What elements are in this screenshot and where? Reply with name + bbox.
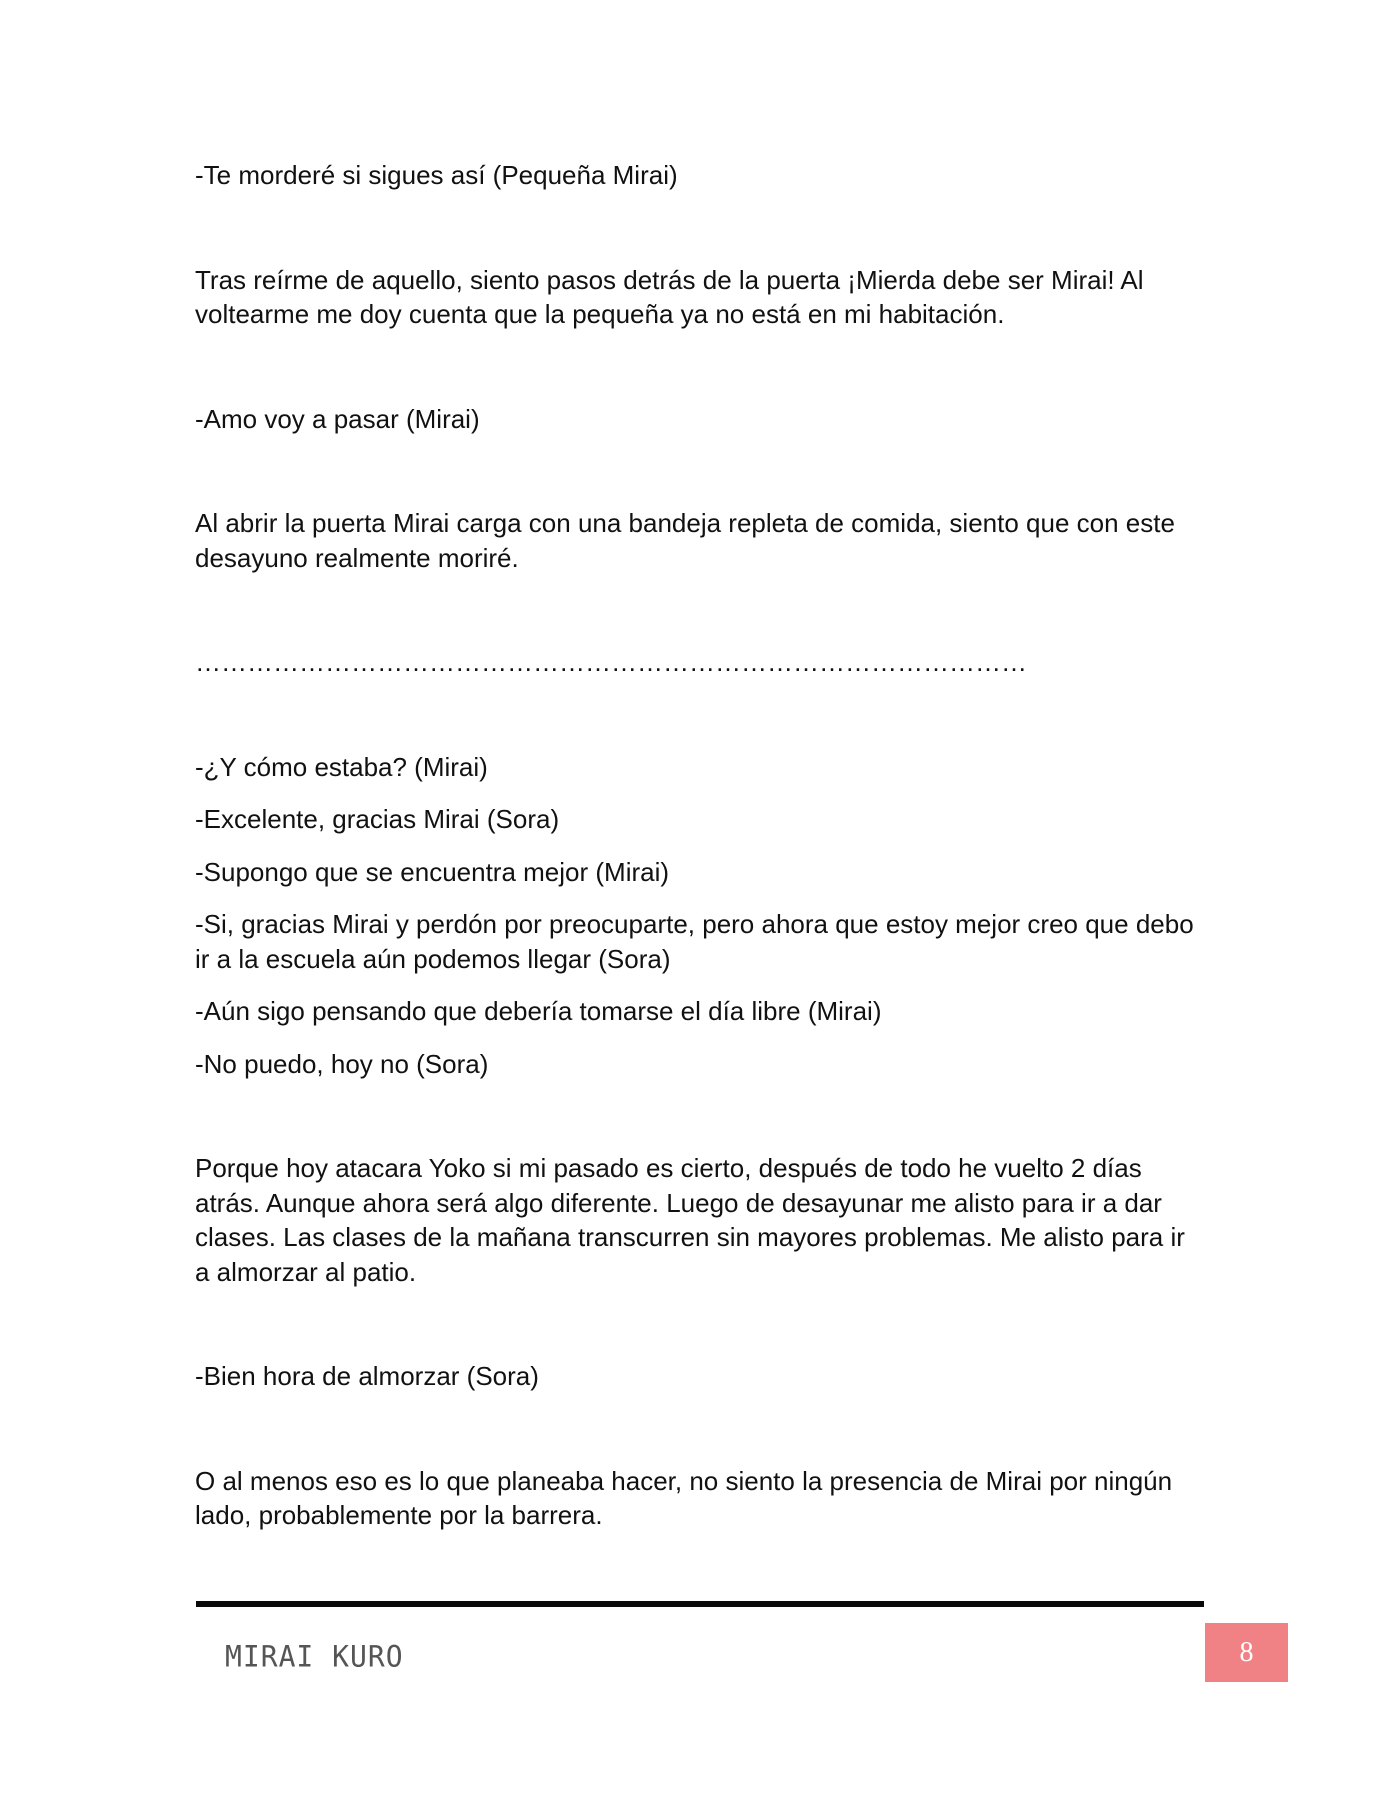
dialogue-line: -Si, gracias Mirai y perdón por preocuparte, pero ahora que estoy mejor creo que debo ir a la escuela aún podemos llegar (Sora) (195, 909, 1194, 974)
paragraph: -Amo voy a pasar (Mirai) (195, 403, 480, 434)
dialogue-line: -Excelente, gracias Mirai (Sora) (195, 804, 560, 834)
dialogue-line: -No puedo, hoy no (Sora) (195, 1048, 489, 1079)
paragraph: O al menos eso es lo que planeaba hacer, no siento la presencia de Mirai por ningún lado, probablemente por la barrera. (195, 1465, 1173, 1530)
section-separator: …………………………………………………………………………………… (195, 647, 1027, 677)
dialogue-line: -¿Y cómo estaba? (Mirai) (195, 751, 488, 782)
paragraph: Porque hoy atacara Yoko si mi pasado es cierto, después de todo he vuelto 2 días atrás. Aunque ahora será algo diferente. Luego de desayunar me alisto para ir a dar clases. Las clases de la mañana transcurren sin mayores problemas. Me alisto para ir a almorzar al patio. (195, 1153, 1185, 1287)
paragraph: Tras reírme de aquello, siento pasos detrás de la puerta ¡Mierda debe ser Mirai! Al voltearme me doy cuenta que la pequeña ya no está en mi habitación. (195, 264, 1144, 329)
dialogue-line: -Aún sigo pensando que debería tomarse el día libre (Mirai) (195, 996, 882, 1026)
document-body (195, 158, 1205, 1533)
paragraph: -Te morderé si sigues así (Pequeña Mirai) (195, 160, 678, 190)
footer-divider (196, 1601, 1204, 1607)
page-number: 8 (1239, 1636, 1254, 1668)
page-number-badge (1205, 1623, 1288, 1682)
paragraph: -Bien hora de almorzar (Sora) (195, 1361, 539, 1391)
author-logo: MIRAI KURO (225, 1639, 404, 1674)
dialogue-line: -Supongo que se encuentra mejor (Mirai) (195, 856, 670, 887)
paragraph: Al abrir la puerta Mirai carga con una bandeja repleta de comida, siento que con este desayuno realmente moriré. (195, 508, 1175, 573)
